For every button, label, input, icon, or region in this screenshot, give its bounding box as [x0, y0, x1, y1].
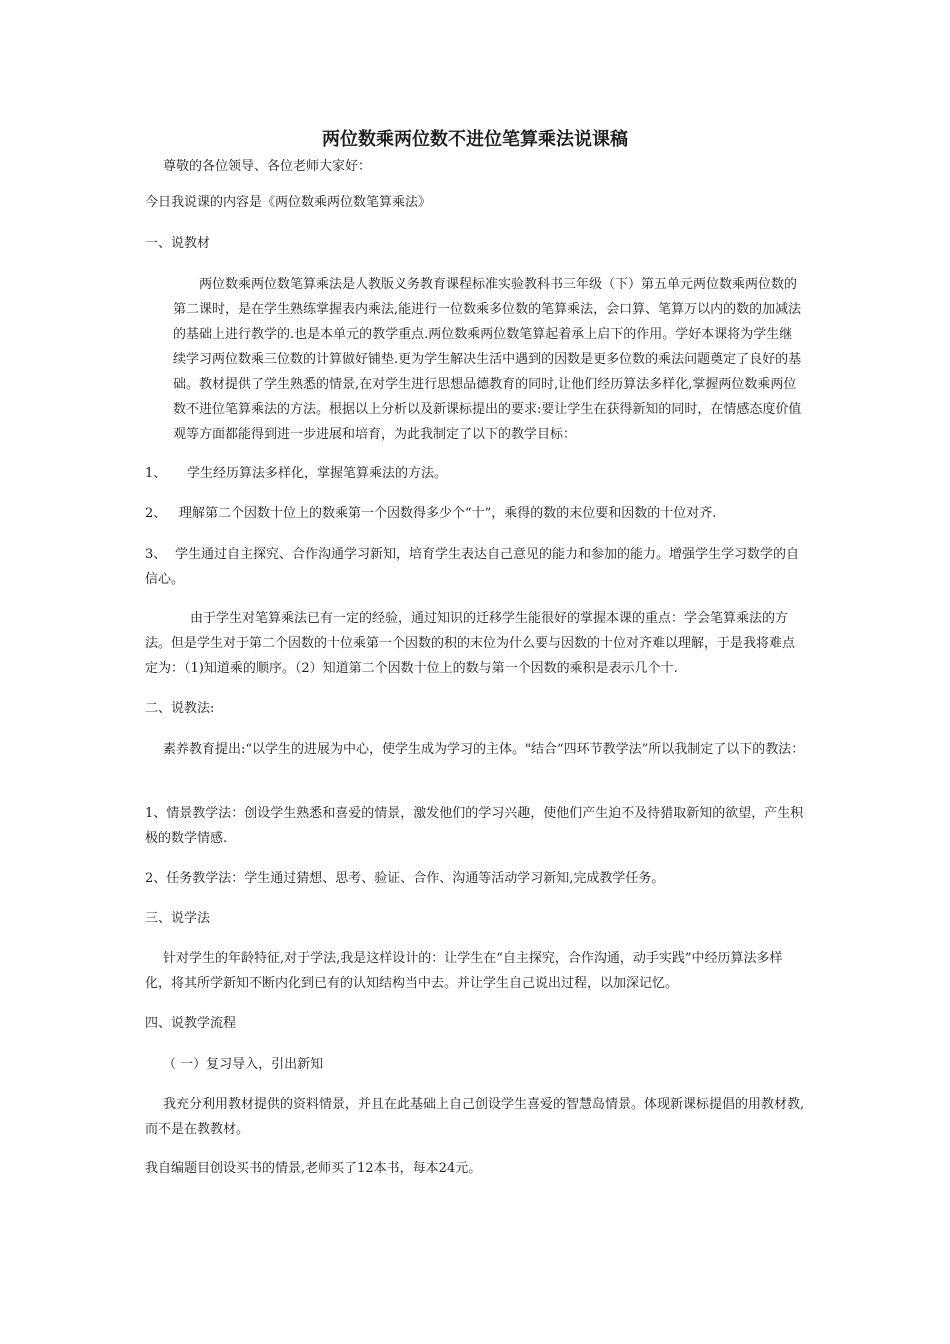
section-heading-teaching-method: 二、说教法: — [145, 701, 215, 716]
learning-method-paragraph: 针对学生的年龄特征,对于学法,我是这样设计的：让学生在“自主探究，合作沟通，动手实践”中经历算法多样化，将其所学新知不断内化到已有的认知结构当中去。并让学生自己说出过程，以加深记忆。 — [145, 951, 783, 991]
method-item: 2、任务教学法：学生通过猜想、思考、验证、合作、沟通等活动学习新知,完成教学任务。 — [145, 871, 665, 886]
process-subheading: （ 一）复习导入，引出新知 — [163, 1057, 324, 1072]
goal-text: 学生经历算法多样化，掌握笔算乘法的方法。 — [187, 466, 448, 481]
difficulty-paragraph: 由于学生对笔算乘法已有一定的经验，通过知识的迁移学生能很好的掌握本课的重点：学会笔算乘法的方法。但是学生对于第二个因数的十位乘第一个因数的积的末位为什么要与因数的十位对齐难以理解，于是我将难点定为：（1)知道乘的顺序。（2）知道第二个因数十位上的数与第一个因数的乘积是表示几个十. — [145, 611, 796, 676]
section-heading-textbook: 一、说教材 — [145, 236, 211, 251]
goal-item — [145, 501, 805, 526]
goal-item — [145, 461, 805, 486]
goal-number: 1、 — [145, 466, 167, 481]
goal-text: 学生通过自主探究、合作沟通学习新知，培育学生表达自己意见的能力和参加的能力。增强学生学习数学的自信心。 — [145, 547, 800, 587]
goal-text: 理解第二个因数十位上的数乘第一个因数得多少个“十”，乘得的数的末位要和因数的十位对齐. — [179, 506, 717, 521]
method-item: 1、情景教学法：创设学生熟悉和喜爱的情景，激发他们的学习兴趣，使他们产生迫不及待猎取新知的欲望，产生积极的数学情感. — [145, 806, 804, 846]
greeting: 尊敬的各位领导、各位老师大家好： — [163, 159, 372, 174]
intro-paragraph: 今日我说课的内容是《两位数乘两位数笔算乘法》 — [145, 195, 432, 210]
process-paragraph: 我充分利用教材提供的资料情景，并且在此基础上自己创设学生喜爱的智慧岛情景。体现新课标提倡的用教材教,而不是在教教材。 — [145, 1097, 805, 1137]
process-paragraph-2: 我自编题目创设买书的情景,老师买了12本书，每本24元。 — [145, 1161, 482, 1176]
goal-number: 2、 — [145, 506, 167, 521]
document-title: 两位数乘两位数不进位笔算乘法说课稿 — [322, 129, 628, 150]
teaching-method-paragraph: 素养教育提出:“以学生的进展为中心，使学生成为学习的主体。"结合“四环节教学法”所以我制定了以下的教法： — [163, 742, 805, 757]
section-heading-process: 四、说教学流程 — [145, 1016, 237, 1031]
section-heading-learning-method: 三、说学法 — [145, 911, 211, 926]
textbook-paragraph: 两位数乘两位数笔算乘法是人教版义务教育课程标准实验教科书三年级（下）第五单元两位数乘两位数的第二课时，是在学生熟练掌握表内乘法,能进行一位数乘多位数的笔算乘法，会口算、笔算万以内的数的加减法的基础上进行教学的.也是本单元的教学重点.两位数乘两位数笔算起着承上启下的作用。学好本课将为学生继续学习两位数乘三位数的计算做好铺垫.更为学生解决生活中遇到的因数是更多位数的乘法问题奠定了良好的基础。教材提供了学生熟悉的情景,在对学生进行思想品德教育的同时,让他们经历算法多样化,掌握两位数乘两位数不进位笔算乘法的方法。根据以上分析以及新课标提出的要求:要让学生在获得新知的同时，在情感态度价值观等方面都能得到进一步进展和培育，为此我制定了以下的教学目标： — [173, 277, 802, 442]
goal-number: 3、 — [145, 547, 167, 562]
goal-item — [145, 542, 805, 592]
